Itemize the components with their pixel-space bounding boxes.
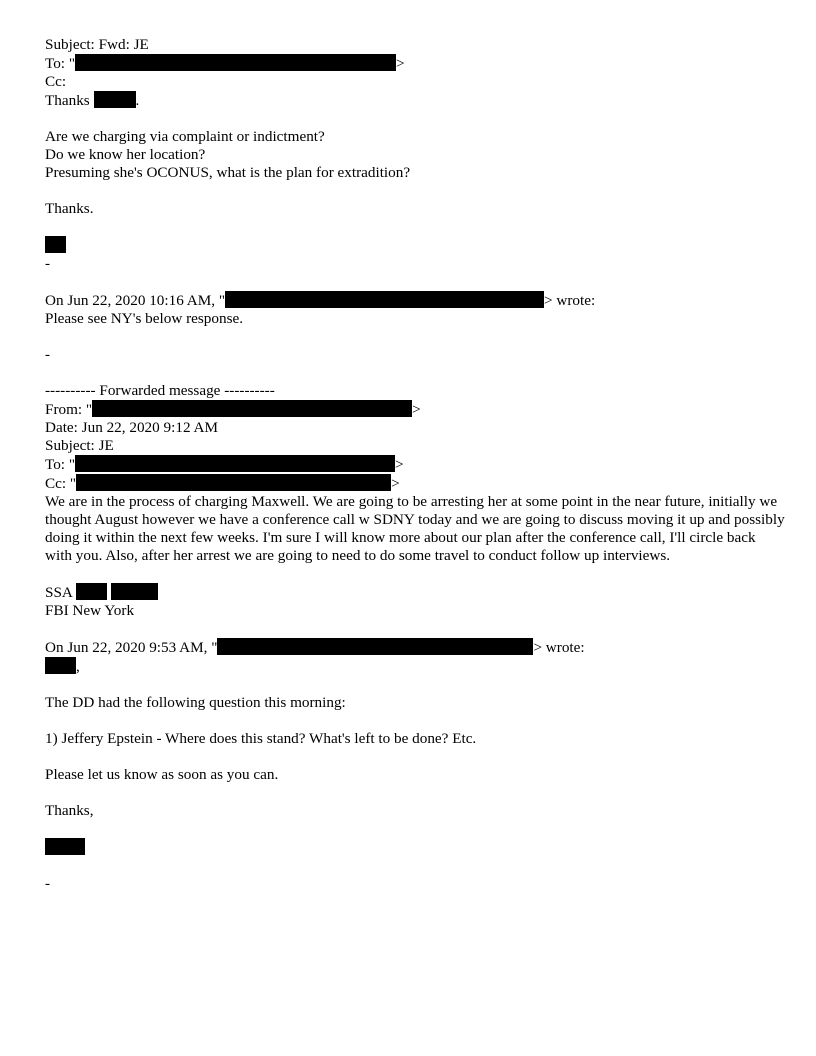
sig-office: FBI New York	[45, 602, 135, 619]
separator-dash: -	[45, 875, 51, 892]
redaction-box	[225, 291, 544, 308]
sig-title: SSA	[45, 584, 76, 601]
fwd-cc-line	[45, 474, 785, 493]
forwarded-banner: ---------- Forwarded message ----------	[45, 382, 275, 399]
quote-header	[45, 638, 785, 657]
redaction-box	[94, 91, 136, 108]
quote-wrote: > wrote:	[533, 639, 585, 656]
thanks-line	[45, 91, 785, 110]
question-line: Are we charging via complaint or indictment?	[45, 128, 325, 145]
separator-dash: -	[45, 255, 51, 272]
redaction-box	[217, 638, 533, 655]
redaction-box	[75, 54, 396, 71]
thanks-closing: Thanks.	[45, 200, 94, 217]
to-label: To: "	[45, 55, 76, 72]
fwd-to-label: To: "	[45, 456, 76, 473]
redaction-box	[75, 455, 395, 472]
sig-name-line	[45, 583, 785, 602]
quote-wrote: > wrote:	[544, 292, 596, 309]
from-close: >	[412, 401, 421, 418]
to-close: >	[396, 55, 405, 72]
quote-text: Please see NY's below response.	[45, 310, 244, 327]
quote-date: On Jun 22, 2020 10:16 AM, "	[45, 292, 226, 309]
redaction-box	[76, 583, 107, 600]
fwd-to-line	[45, 455, 785, 474]
signature-line	[45, 838, 785, 857]
redaction-box	[45, 657, 76, 674]
date-line: Date: Jun 22, 2020 9:12 AM	[45, 419, 218, 436]
from-label: From: "	[45, 401, 93, 418]
fwd-to-close: >	[395, 456, 404, 473]
intro-line: The DD had the following question this morning:	[45, 694, 346, 711]
request-line: Please let us know as soon as you can.	[45, 766, 279, 783]
closing-line: Thanks,	[45, 802, 94, 819]
quote-header	[45, 291, 785, 310]
cc-line: Cc:	[45, 73, 67, 90]
redaction-box	[45, 838, 85, 855]
separator-dash: -	[45, 346, 51, 363]
redaction-box	[45, 236, 66, 253]
redaction-box	[92, 400, 412, 417]
fwd-subject-line: Subject: JE	[45, 437, 114, 454]
fwd-cc-close: >	[391, 475, 400, 492]
message-body: We are in the process of charging Maxwell. We are going to be arresting her at some point in the near future, initially we thought August however we have a conference call w SDNY today and we are going to discuss moving it up and possibly doing it within the next few weeks. I'm sure I will know more about our plan after the conference call, I'll circle back with you. Also, after her arrest we are going to need to do some travel to conduct follow up interviews.	[45, 493, 785, 564]
greeting-line	[45, 657, 785, 676]
greeting-comma: ,	[76, 658, 80, 675]
thanks-period: .	[135, 92, 140, 109]
redaction-box	[76, 474, 391, 491]
redaction-box	[111, 583, 158, 600]
thanks-label: Thanks	[45, 92, 94, 109]
fwd-cc-label: Cc: "	[45, 475, 77, 492]
email-document	[45, 36, 785, 893]
quote-date: On Jun 22, 2020 9:53 AM, "	[45, 639, 218, 656]
signature-line	[45, 236, 785, 255]
to-line	[45, 54, 785, 73]
subject-line: Subject: Fwd: JE	[45, 36, 149, 53]
question-item: 1) Jeffery Epstein - Where does this stand? What's left to be done? Etc.	[45, 730, 477, 747]
from-line	[45, 400, 785, 419]
question-line: Presuming she's OCONUS, what is the plan for extradition?	[45, 164, 411, 181]
question-line: Do we know her location?	[45, 146, 206, 163]
